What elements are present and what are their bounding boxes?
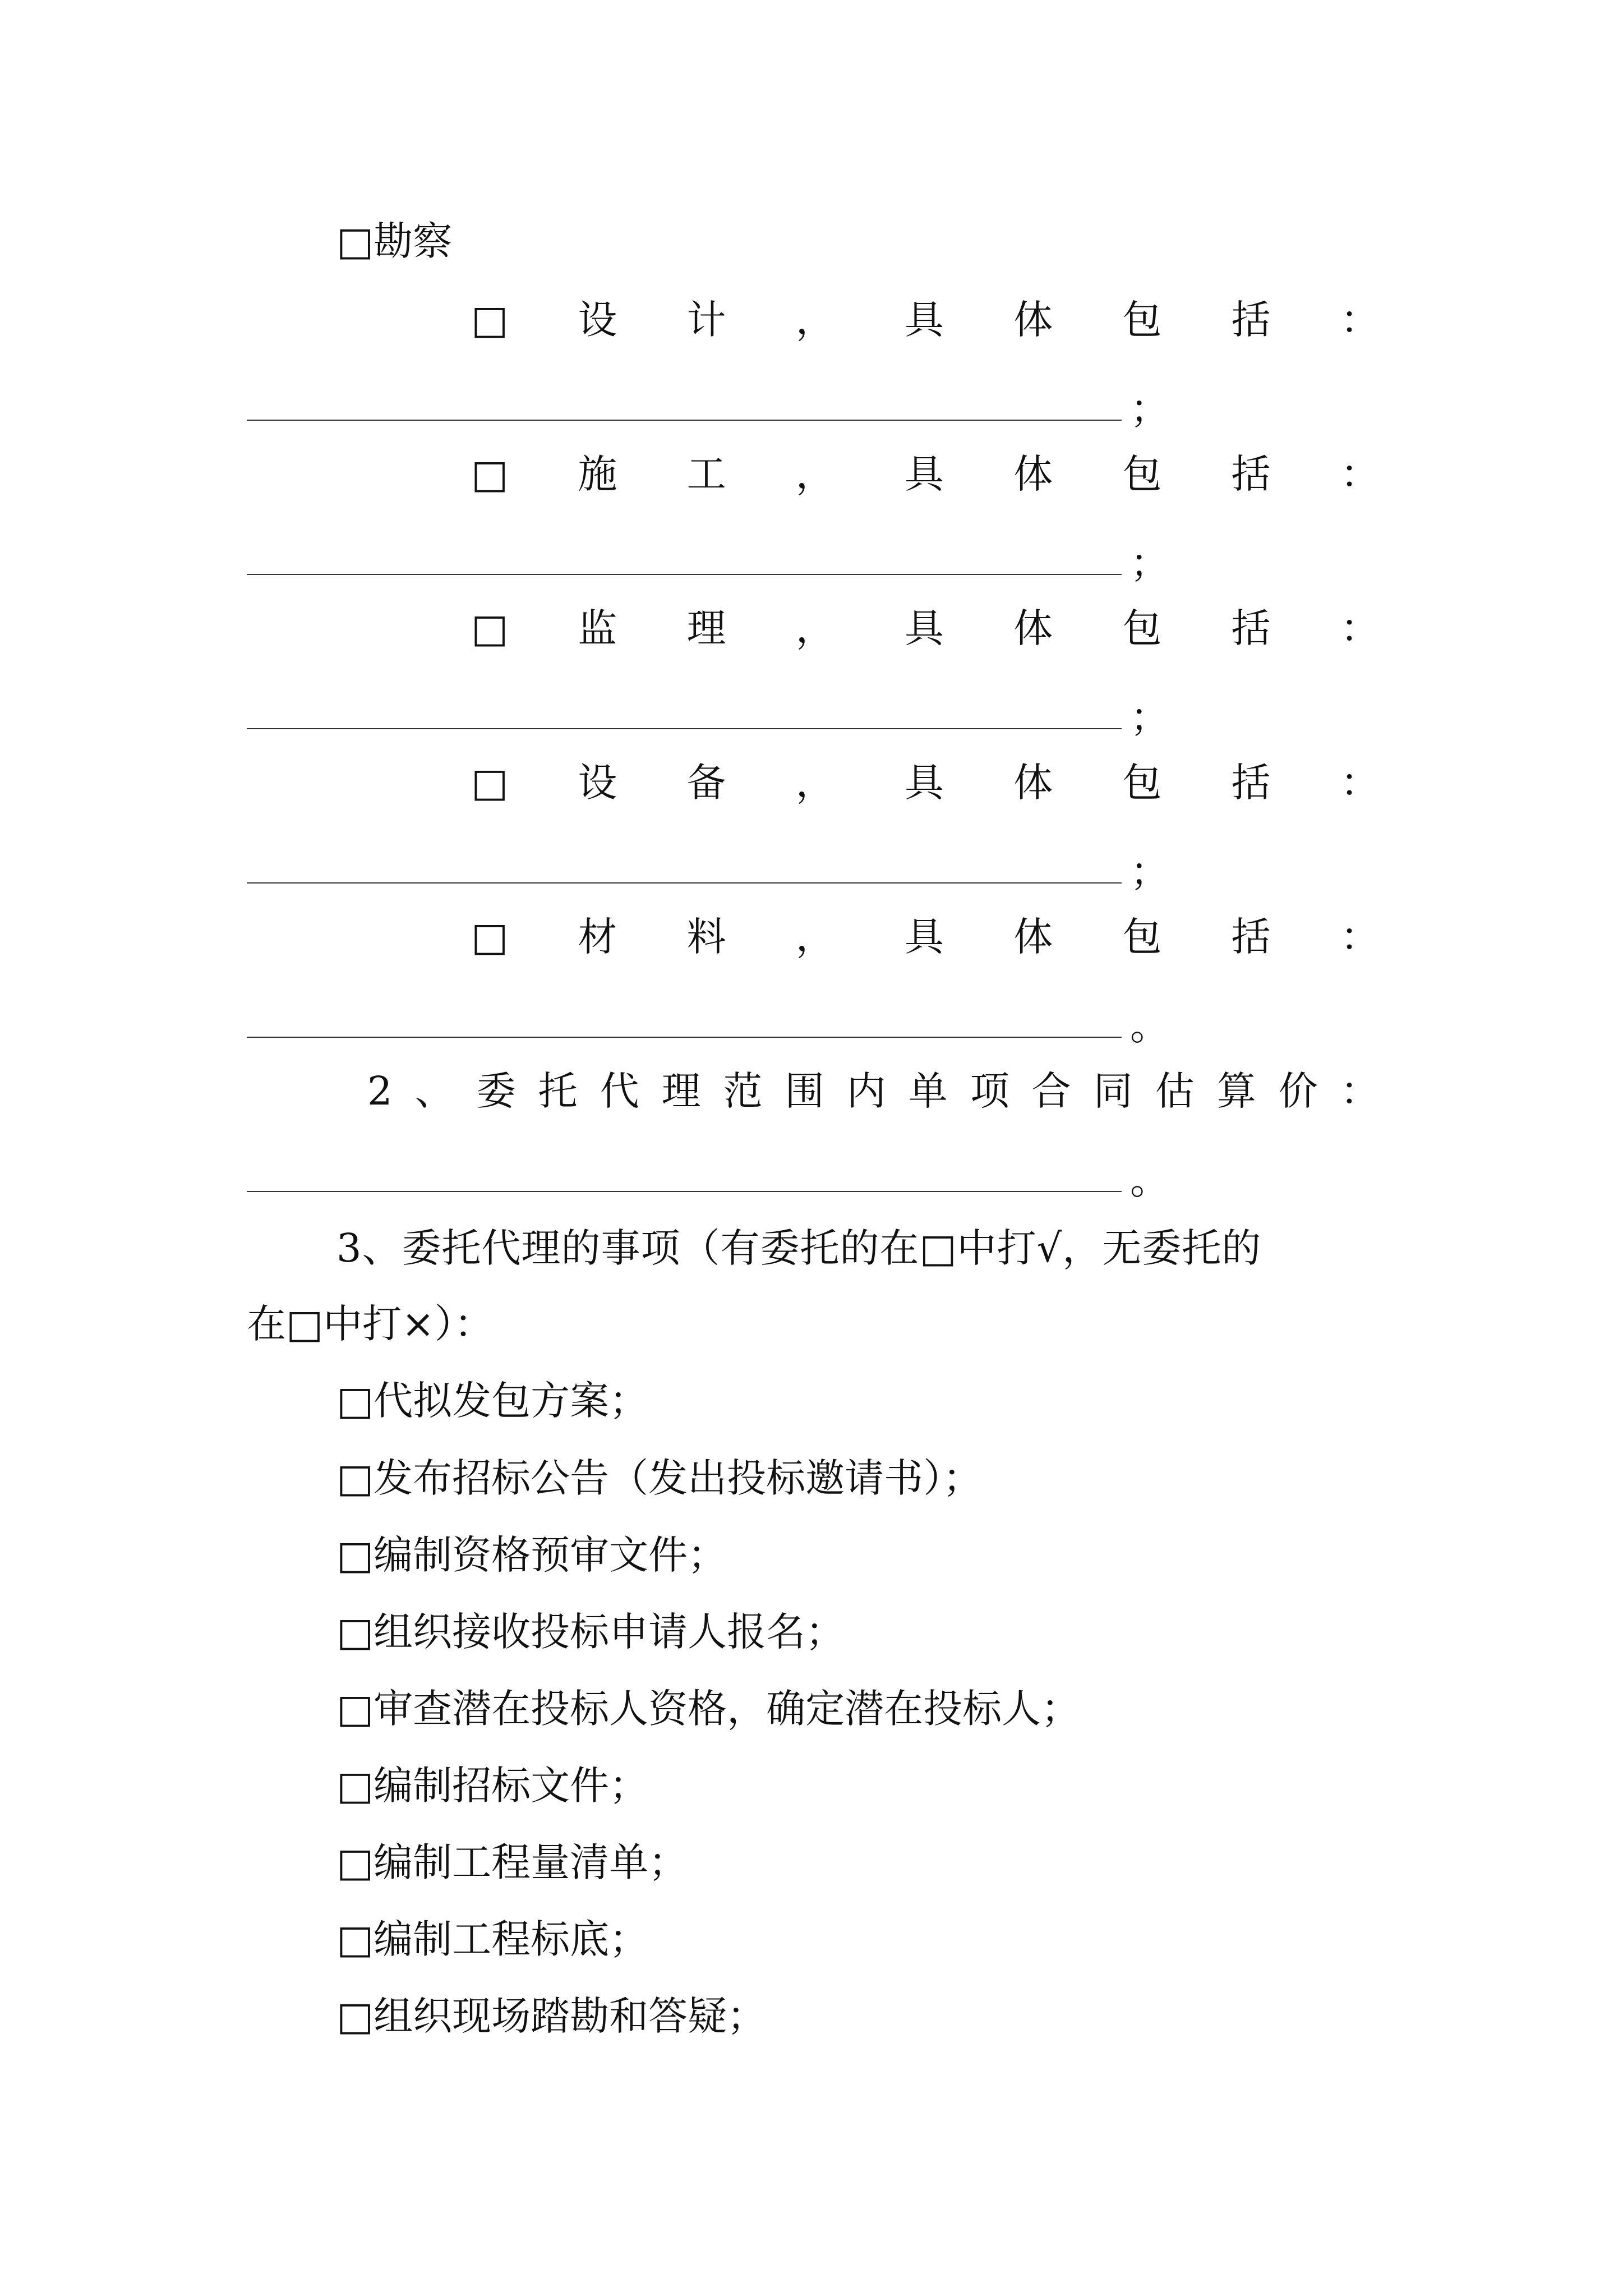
delegated-item-8[interactable]: □编制工程标底； — [336, 1916, 649, 1962]
delegated-item-9[interactable]: □组织现场踏勘和答疑； — [336, 1993, 767, 2039]
checkbox-icon[interactable]: □ — [471, 605, 509, 651]
equipment-fill-blank[interactable]: ； — [247, 833, 1127, 884]
delegated-item-6[interactable]: □编制招标文件； — [336, 1763, 649, 1809]
section-3-heading: 3、委托代理的事项（有委托的在□中打√，无委托的 — [336, 1225, 1262, 1271]
delegated-item-4[interactable]: □组织接收投标申请人报名； — [336, 1609, 845, 1655]
underline — [247, 882, 1122, 884]
scope-item-construction: □ 施 工 ， 具 体 包 括 ： — [471, 451, 1380, 497]
checkbox-icon[interactable]: □ — [471, 451, 509, 497]
construction-fill-blank[interactable]: ； — [247, 524, 1127, 575]
underline — [247, 1191, 1122, 1192]
underline — [247, 1037, 1122, 1038]
delegated-item-5[interactable]: □审查潜在投标人资格，确定潜在投标人； — [336, 1686, 1081, 1732]
scope-item-equipment: □ 设 备 ， 具 体 包 括 ： — [471, 760, 1380, 806]
estimated-price-fill-blank[interactable]: 。 — [247, 1142, 1127, 1192]
section-3-heading-continued: 在□中打×）： — [247, 1301, 494, 1347]
scope-item-supervision: □ 监 理 ， 具 体 包 括 ： — [471, 605, 1380, 651]
design-fill-blank[interactable]: ； — [247, 370, 1127, 421]
delegated-item-3[interactable]: □编制资格预审文件； — [336, 1532, 727, 1578]
supervision-fill-blank[interactable]: ； — [247, 679, 1127, 729]
scope-item-design: □ 设 计 ， 具 体 包 括 ： — [471, 297, 1380, 343]
underline — [247, 420, 1122, 421]
section-2-estimated-price: 2 、 委 托 代 理 范 围 内 单 项 合 同 估 算 价 ： — [367, 1068, 1380, 1114]
underline — [247, 728, 1122, 729]
checkbox-icon[interactable]: □ — [471, 914, 509, 960]
checkbox-icon[interactable]: □ — [471, 297, 509, 343]
checkbox-icon[interactable]: □ — [471, 760, 509, 806]
materials-fill-blank[interactable]: 。 — [247, 987, 1127, 1038]
scope-item-materials: □ 材 料 ， 具 体 包 括 ： — [471, 914, 1380, 960]
scope-item-survey: □勘察 — [336, 218, 453, 264]
delegated-item-7[interactable]: □编制工程量清单； — [336, 1839, 688, 1885]
delegated-item-2[interactable]: □发布招标公告（发出投标邀请书）； — [336, 1455, 983, 1501]
underline — [247, 574, 1122, 575]
delegated-item-1[interactable]: □代拟发包方案； — [336, 1378, 649, 1424]
